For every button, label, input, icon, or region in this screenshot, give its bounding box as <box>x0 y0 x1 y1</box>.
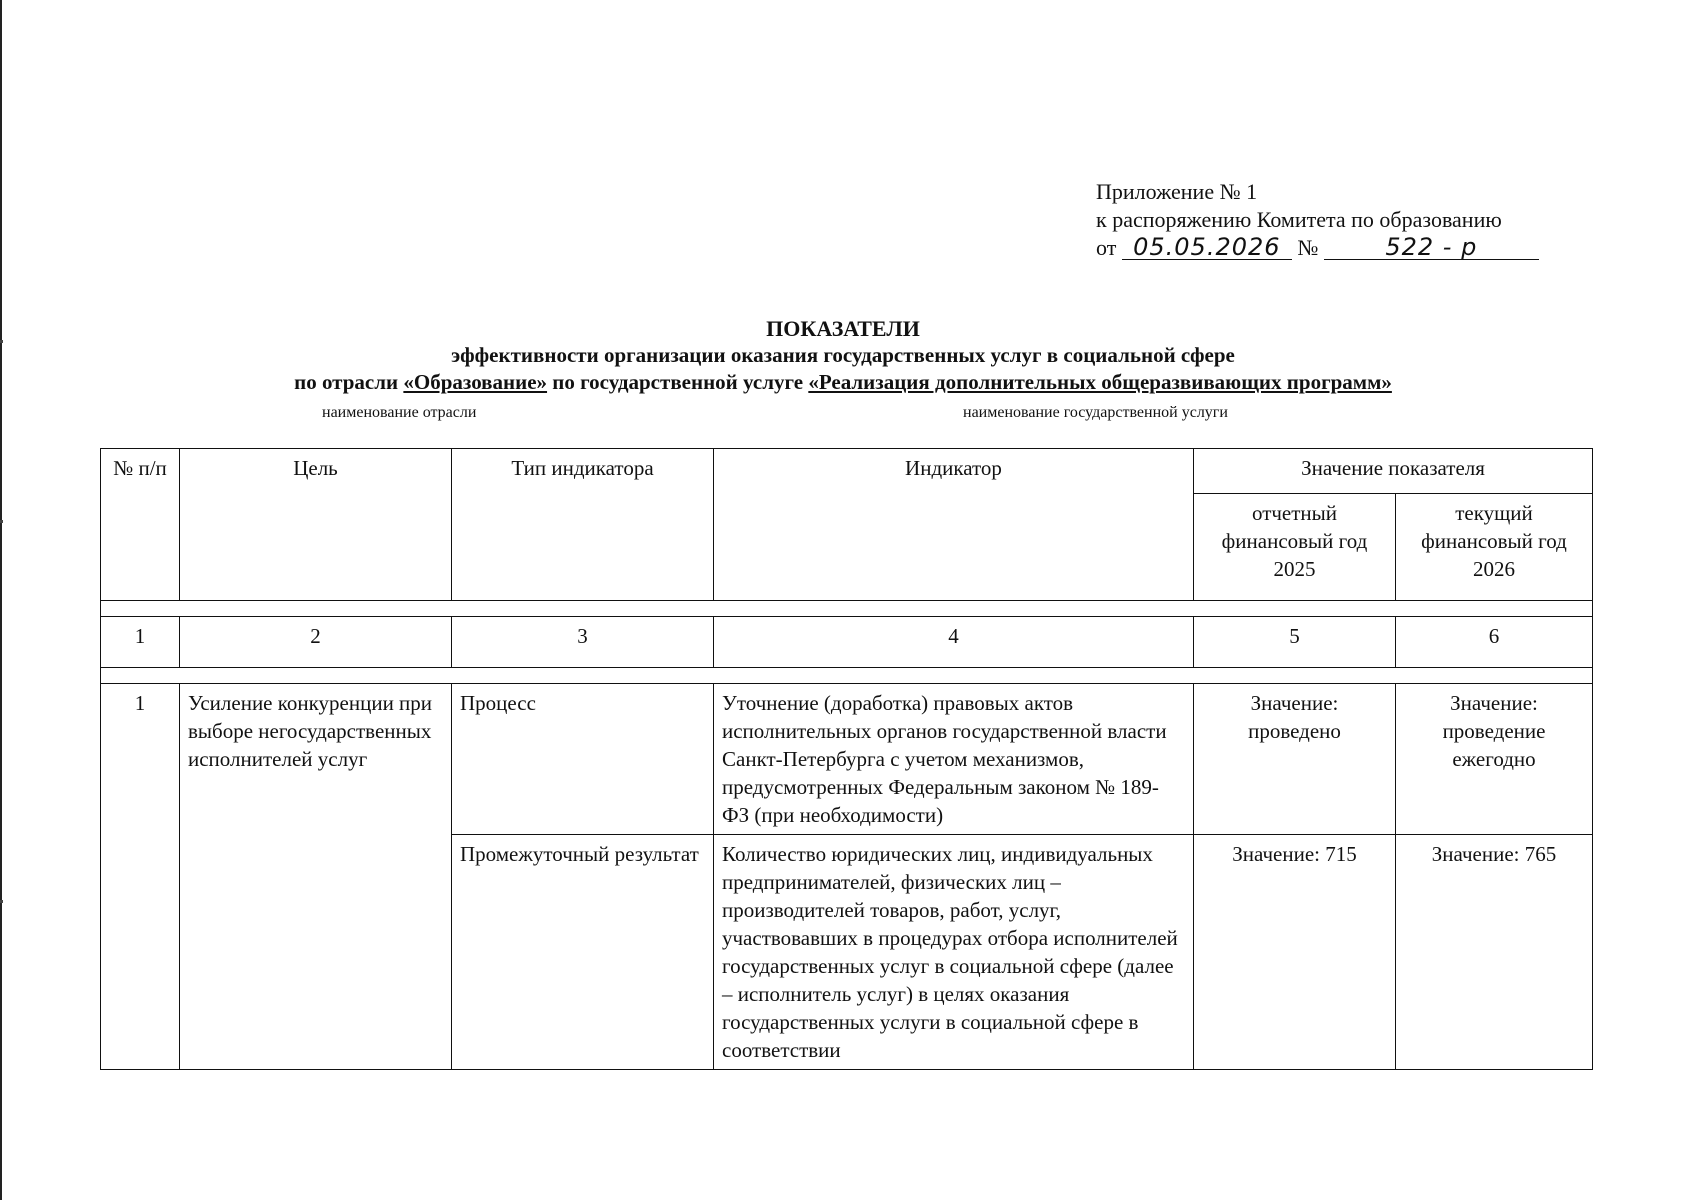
column-number-row <box>101 617 1593 668</box>
service-caption: наименование государственной услуги <box>963 404 1228 421</box>
column-number: 5 <box>1194 617 1396 668</box>
service-name: «Реализация дополнительных общеразвивающих программ» <box>808 370 1392 394</box>
header-value: Значение показателя <box>1194 449 1593 494</box>
indicators-table <box>100 448 1593 1070</box>
header-row <box>101 449 1593 494</box>
header-num: № п/п <box>101 449 180 601</box>
scan-mark <box>0 520 3 523</box>
header-current-year: текущий финансовый год 2026 <box>1396 494 1593 601</box>
header-indicator-type: Тип индикатора <box>452 449 714 601</box>
indicator-type-cell: Промежуточный результат <box>452 835 714 1070</box>
spacer-row <box>101 668 1593 684</box>
column-number: 2 <box>180 617 452 668</box>
from-label: от <box>1096 235 1117 260</box>
industry-prefix: по отрасли <box>294 370 399 394</box>
header-reporting-year: отчетный финансовый год 2025 <box>1194 494 1396 601</box>
industry-caption: наименование отрасли <box>322 404 477 421</box>
header-goal: Цель <box>180 449 452 601</box>
indicator-cell: Количество юридических лиц, индивидуальных предпринимателей, физических лиц – производителей товаров, работ, услуг, участвовавших в процедурах отбора исполнителей государственных услуг в социальной сфере (далее – исполнитель услуг) в целях оказания государственных услуги в социальной сфере в соответствии <box>714 835 1194 1070</box>
industry-service-line <box>0 370 1686 395</box>
appendix-label: Приложение № 1 <box>1096 179 1258 204</box>
header-indicator: Индикатор <box>714 449 1194 601</box>
column-number: 4 <box>714 617 1194 668</box>
document-subtitle: эффективности организации оказания государственных услуг в социальной сфере <box>451 343 1235 367</box>
scan-mark <box>0 900 3 903</box>
industry-name: «Образование» <box>403 370 548 394</box>
number-label: № <box>1297 235 1319 260</box>
order-reference: к распоряжению Комитета по образованию <box>1096 207 1502 232</box>
approval-block <box>1096 178 1539 262</box>
reporting-value-cell: Значение: проведено <box>1194 684 1396 835</box>
column-number: 6 <box>1396 617 1593 668</box>
indicator-type-cell: Процесс <box>452 684 714 835</box>
goal-cell: Усиление конкуренции при выборе негосударственных исполнителей услуг <box>180 684 452 1070</box>
scan-edge <box>0 0 2 1200</box>
handwritten-number: 522 - р <box>1324 235 1539 260</box>
column-number: 3 <box>452 617 714 668</box>
reporting-value-cell: Значение: 715 <box>1194 835 1396 1070</box>
order-date-line <box>1096 234 1539 262</box>
table-row <box>101 684 1593 835</box>
spacer-row <box>101 601 1593 617</box>
document-title: ПОКАЗАТЕЛИ <box>766 316 920 341</box>
row-number: 1 <box>101 684 180 1070</box>
indicator-cell: Уточнение (доработка) правовых актов исполнительных органов государственной власти Санкт-Петербурга с учетом механизмов, предусмотренных Федеральным законом № 189-ФЗ (при необходимости) <box>714 684 1194 835</box>
service-prefix: по государственной услуге <box>552 370 804 394</box>
current-value-cell: Значение: 765 <box>1396 835 1593 1070</box>
handwritten-date: 05.05.2026 <box>1122 235 1292 260</box>
column-number: 1 <box>101 617 180 668</box>
current-value-cell: Значение: проведение ежегодно <box>1396 684 1593 835</box>
